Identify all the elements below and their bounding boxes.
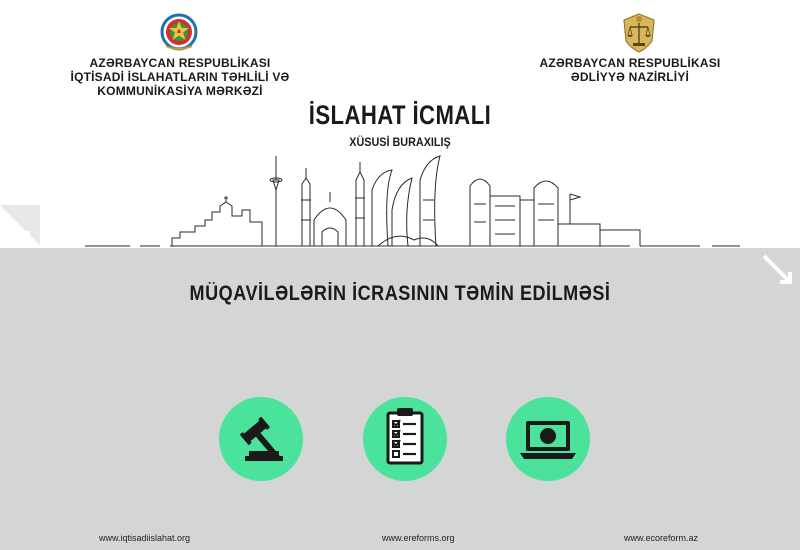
- corner-arrow-icon: [0, 205, 40, 245]
- topic-heading: MÜQAVİLƏLƏRİN İCRASININ TƏMİN EDİLMƏSİ: [189, 282, 611, 305]
- ministry-of-justice-emblem-icon: [619, 11, 659, 55]
- right-org-line: ƏDLİYYƏ NAZİRLİYİ: [570, 70, 690, 84]
- footer-link[interactable]: www.ereforms.org: [382, 533, 455, 543]
- page-subtitle: XÜSUSİ BURAXILIŞ: [349, 135, 451, 149]
- checklist-clipboard-icon: [363, 397, 447, 481]
- gavel-icon: [219, 397, 303, 481]
- right-organization-name: [530, 56, 730, 84]
- footer-link[interactable]: www.iqtisadiislahat.org: [99, 533, 191, 543]
- left-org-line: KOMMUNİKASİYA MƏRKƏZİ: [97, 84, 263, 98]
- corner-arrow-icon: [758, 250, 800, 290]
- right-org-line: AZƏRBAYCAN RESPUBLİKASI: [539, 56, 721, 70]
- footer-link[interactable]: www.ecoreform.az: [624, 533, 699, 543]
- laptop-icon: [506, 397, 590, 481]
- page-title: İSLAHAT İCMALI: [308, 100, 492, 130]
- left-org-line: AZƏRBAYCAN RESPUBLİKASI: [89, 56, 271, 70]
- laptop-badge: [506, 397, 590, 481]
- left-organization-name: [70, 56, 290, 98]
- gavel-badge: [219, 397, 303, 481]
- azerbaijan-state-emblem-icon: [160, 12, 198, 52]
- baku-skyline-illustration: [0, 150, 800, 250]
- left-org-line: İQTİSADİ İSLAHATLARIN TƏHLİLİ VƏ: [70, 70, 290, 84]
- checklist-badge: [363, 397, 447, 481]
